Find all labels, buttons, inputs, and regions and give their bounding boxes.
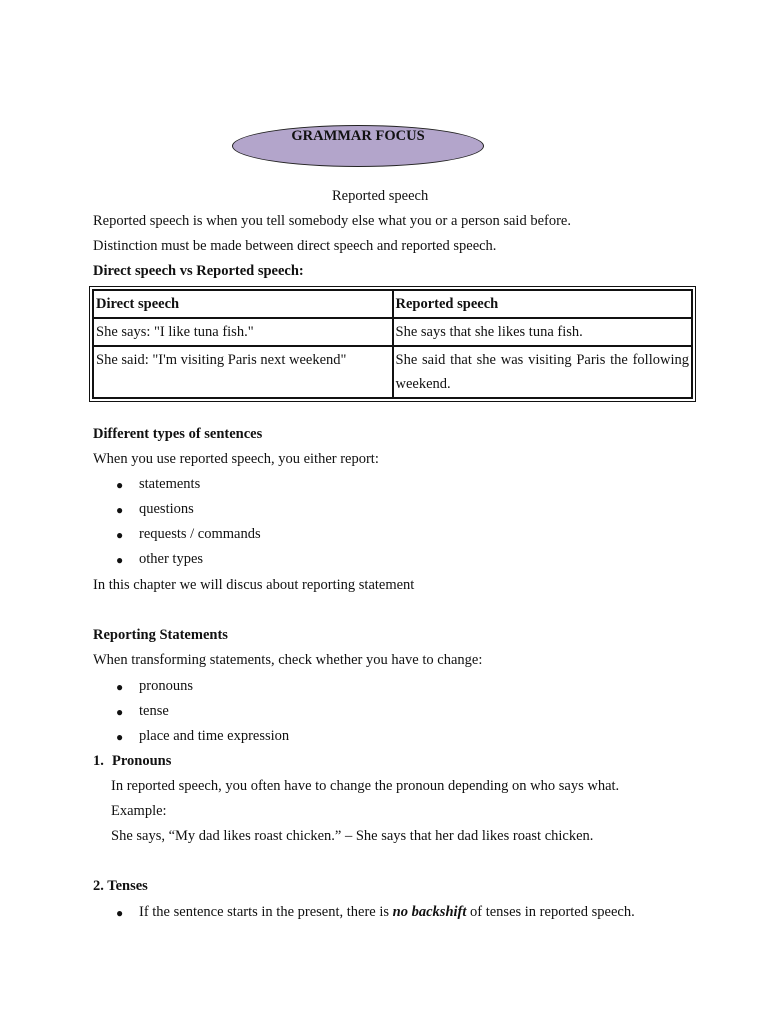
tenses-bullet-post: of tenses in reported speech. [466, 904, 635, 920]
intro-line-2: Distinction must be made between direct speech and reported speech. [93, 238, 497, 254]
list-item: pronouns [139, 678, 193, 694]
speech-comparison-table [92, 289, 693, 399]
pronouns-number: 1. [93, 753, 104, 769]
list-item: questions [139, 501, 194, 517]
table-row [93, 346, 692, 398]
pronouns-text: In reported speech, you often have to change the pronoun depending on who says what. [111, 778, 620, 794]
pronouns-heading: Pronouns [112, 753, 172, 769]
table-cell: She says that she likes tuna fish. [393, 318, 693, 346]
list-item: tense [139, 703, 169, 719]
bullet-dot: ● [116, 906, 124, 920]
tenses-heading: 2. Tenses [93, 878, 148, 894]
table-header-cell: Direct speech [93, 290, 393, 318]
bullet-dot: ● [116, 680, 124, 694]
statements-heading: Reporting Statements [93, 627, 228, 643]
table-header-row [93, 290, 692, 318]
bullet-dot: ● [116, 730, 124, 744]
list-item: requests / commands [139, 526, 261, 542]
bullet-dot: ● [116, 705, 124, 719]
list-item: place and time expression [139, 728, 290, 744]
banner-title: GRAMMAR FOCUS [291, 128, 425, 144]
subtitle: Reported speech [332, 188, 429, 204]
bullet-dot: ● [116, 528, 124, 542]
bullet-dot: ● [116, 553, 124, 567]
bullet-dot: ● [116, 478, 124, 492]
intro-line-1: Reported speech is when you tell somebody else what you or a person said before. [93, 213, 571, 229]
statements-intro: When transforming statements, check whether you have to change: [93, 652, 483, 668]
table-cell: She said that she was visiting Paris the following weekend. [393, 346, 693, 398]
table-cell: She says: "I like tuna fish." [93, 318, 393, 346]
tenses-bullet-emphasis: no backshift [392, 904, 467, 920]
bullet-dot: ● [116, 503, 124, 517]
types-outro: In this chapter we will discus about reporting statement [93, 577, 415, 593]
tenses-bullet [139, 904, 635, 921]
tenses-bullet-pre: If the sentence starts in the present, there is [139, 904, 393, 920]
types-heading: Different types of sentences [93, 426, 263, 442]
table-row [93, 318, 692, 346]
table-heading: Direct speech vs Reported speech: [93, 263, 304, 279]
list-item: statements [139, 476, 201, 492]
table-header-cell: Reported speech [393, 290, 693, 318]
types-intro: When you use reported speech, you either report: [93, 451, 379, 467]
table-cell: She said: "I'm visiting Paris next weekend" [93, 346, 393, 398]
example-sentence: She says, “My dad likes roast chicken.” – She says that her dad likes roast chicken. [111, 828, 594, 844]
list-item: other types [139, 551, 204, 567]
example-label: Example: [111, 803, 167, 819]
